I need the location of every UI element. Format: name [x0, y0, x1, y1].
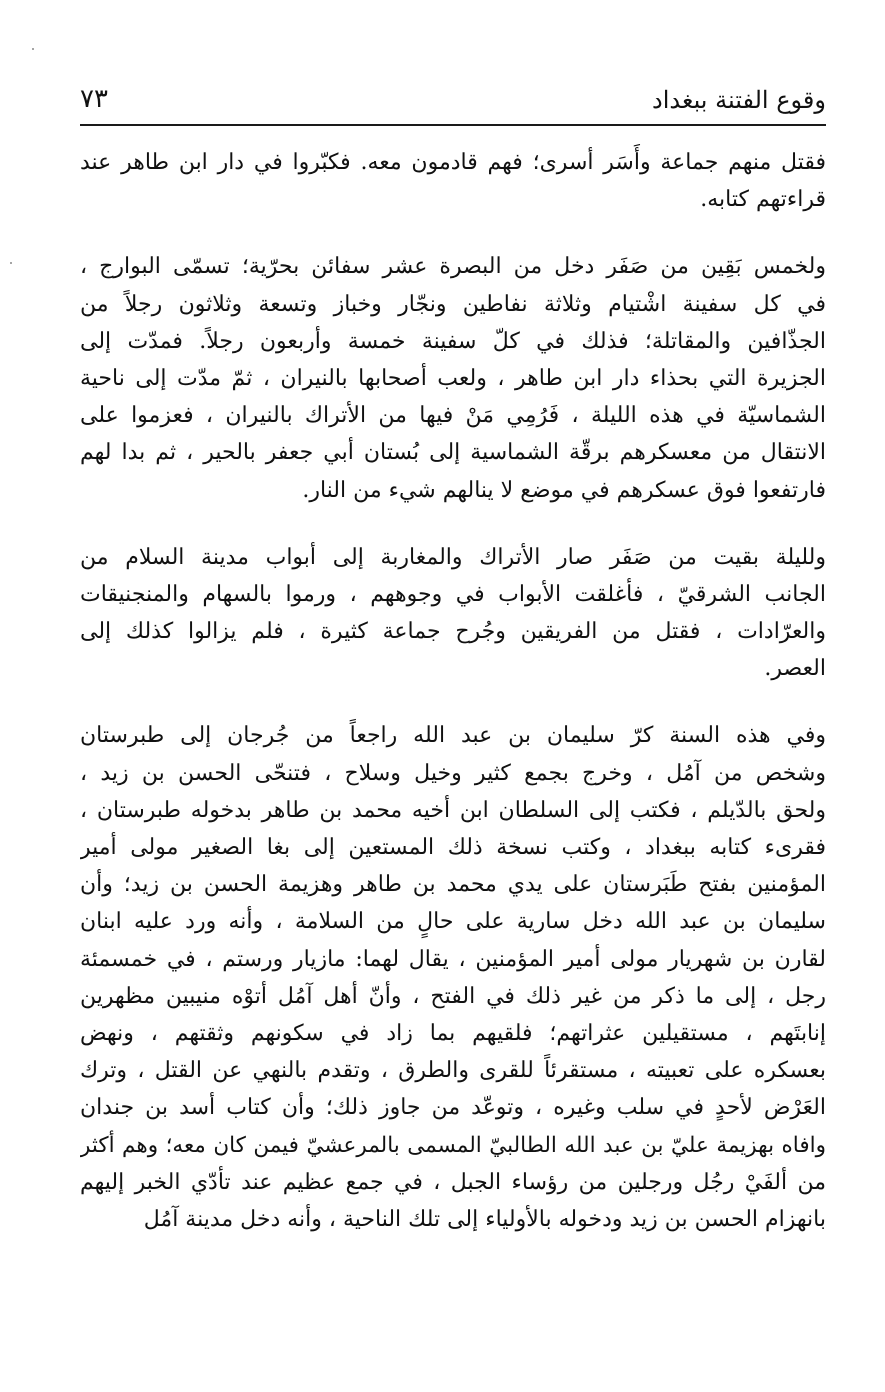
text-line: الجزيرة التي بحذاء دار ابن طاهر ، ولعب أصحابها بالنيران ، ثمّ مدّت إلى ناحية: [80, 365, 826, 391]
paragraph: [80, 248, 826, 508]
text-line: رجل ، إلى ما ذكر من غير ذلك في الفتح ، وأنّ أهل آمُل أتوْه منيبين مظهرين: [80, 983, 826, 1009]
margin-speck: [32, 48, 34, 50]
text-line: والعرّادات ، فقتل من الفريقين وجُرح جماعة كثيرة ، فلم يزالوا كذلك إلى: [80, 619, 826, 645]
text-line: ولخمس بَقِين من صَفَر دخل من البصرة عشر سفائن بحرّية؛ تسمّى البوارج ،: [80, 254, 826, 280]
paragraph-gap: [80, 218, 826, 248]
text-line: وافاه بهزيمة عليّ بن عبد الله الطالبيّ المسمى بالمرعشيّ فيمن كان معه؛ وهم أكثر: [80, 1132, 826, 1158]
text-line: الانتقال من معسكرهم برقّة الشماسية إلى بُستان أبي جعفر بالحير ، ثم بدا لهم: [80, 440, 826, 466]
text-line: ولحق بالدّيلم ، فكتب إلى السلطان ابن أخيه محمد بن طاهر بدخوله طبرستان ،: [80, 797, 826, 823]
body-text: [80, 144, 826, 1238]
margin-speck: [10, 262, 12, 264]
paragraph: [80, 539, 826, 688]
text-line: فقرىء كتابه ببغداد ، وكتب نسخة ذلك المستعين إلى بغا الصغير مولى أمير: [80, 835, 826, 860]
text-line: سليمان بن عبد الله دخل سارية على حالٍ من السلامة ، وأنه ورد عليه ابنان: [80, 909, 826, 935]
text-line: وشخص من آمُل ، وخرج بجمع كثير وخيل وسلاح ، فتنحّى الحسن بن زيد ،: [80, 760, 826, 786]
paragraph-gap: [80, 509, 826, 539]
paragraph-gap: [80, 687, 826, 717]
text-line: الشماسيّة في هذه الليلة ، فَرُمِي مَنْ فيها من الأتراك بالنيران ، فعزموا على: [80, 403, 826, 429]
text-line: الجانب الشرقيّ ، فأغلقت الأبواب في وجوههم ، ورموا بالسهام والمنجنيقات: [80, 581, 826, 607]
paragraph: [80, 717, 826, 1238]
text-line: في كل سفينة اشْتيام وثلاثة نفاطين ونجّار وخباز وتسعة وثلاثون رجلاً من: [80, 291, 826, 317]
text-line: الجذّافين والمقاتلة؛ فذلك في كلّ سفينة خمسة وأربعون رجلاً. فمدّت إلى: [80, 328, 826, 354]
text-line: لقارن بن شهريار مولى أمير المؤمنين ، يقال لهما: مازيار ورستم ، في خمسمئة: [80, 946, 826, 972]
text-line: إنابتَهم ، مستقيلين عثراتهم؛ فلقيهم بما زاد في سكونهم وثقتهم ، ونهض: [80, 1020, 826, 1046]
text-line: العصر.: [764, 656, 826, 682]
header-divider: [80, 124, 826, 126]
running-title: وقوع الفتنة ببغداد: [652, 86, 826, 114]
text-line: ولليلة بقيت من صَفَر صار الأتراك والمغاربة إلى أبواب مدينة السلام من: [80, 544, 826, 570]
text-line: بعسكره على تعبيته ، مستقرئاً للقرى والطرق ، وتقدم بالنهي عن القتل ، وترك: [80, 1058, 826, 1084]
text-line: قراءتهم كتابه.: [700, 187, 826, 213]
text-line: العَرْض لأحدٍ في سلب وغيره ، وتوعّد من جاوز ذلك؛ وأن كتاب أسد بن جندان: [80, 1095, 826, 1121]
page-number: ٧٣: [80, 84, 108, 114]
running-header: [80, 80, 826, 124]
text-line: فقتل منهم جماعة وأَسَر أسرى؛ فهم قادمون معه. فكبّروا في دار ابن طاهر عند: [80, 150, 826, 175]
text-line: وفي هذه السنة كرّ سليمان بن عبد الله راجعاً من جُرجان إلى طبرستان: [80, 723, 826, 749]
text-line: من ألفَيْ رجُل ورجلين من رؤساء الجبل ، في جمع عظيم عند تأدّي الخبر إليهم: [80, 1169, 826, 1195]
text-line: المؤمنين بفتح طَبَرستان على يدي محمد بن طاهر وهزيمة الحسن بن زيد؛ وأن: [80, 872, 826, 898]
paragraph: [80, 144, 826, 218]
text-line: بانهزام الحسن بن زيد ودخوله بالأولياء إلى تلك الناحية ، وأنه دخل مدينة آمُل: [143, 1206, 826, 1232]
text-line: فارتفعوا فوق عسكرهم في موضع لا ينالهم شيء من النار.: [302, 477, 826, 503]
